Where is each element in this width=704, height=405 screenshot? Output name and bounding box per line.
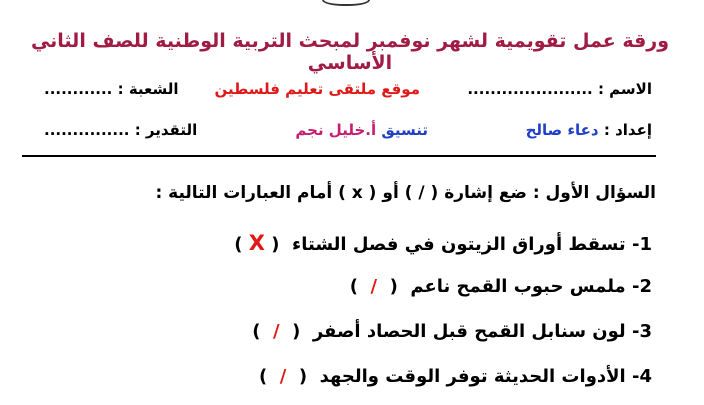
prepared-label: إعداد : <box>603 121 652 139</box>
author-name: دعاء صالح <box>525 121 599 139</box>
question-heading: السؤال الأول : ضع إشارة ( / ) أو ( x ) أمام العبارات التالية : <box>155 183 656 203</box>
divider <box>22 155 656 157</box>
coord-label: تنسيق <box>381 121 428 139</box>
coordination <box>295 121 428 139</box>
site-name: موقع ملتقى تعليم فلسطين <box>214 80 420 98</box>
item-text: الأدوات الحديثة توفر الوقت والجهد <box>319 366 626 387</box>
item-number: 1- <box>631 234 652 255</box>
question-item-3: 3- لون سنابل القمح قبل الحصاد أصفر ( / ) <box>252 321 652 342</box>
grade-field: التقدير : ............... <box>44 121 198 139</box>
section-field: الشعبة : ............ <box>44 80 179 98</box>
question-item-1: 1- تسقط أوراق الزيتون في فصل الشتاء ( X ) <box>234 231 652 255</box>
answer-mark: / <box>370 276 378 297</box>
item-text: ملمس حبوب القمح ناعم <box>410 276 626 297</box>
answer-mark: X <box>248 231 265 255</box>
worksheet-title: ورقة عمل تقويمية لشهر نوفمبر لمبحث التربية الوطنية للصف الثاني الأساسي <box>30 30 670 74</box>
answer-mark: / <box>272 321 280 342</box>
logo-fragment <box>322 0 370 6</box>
name-field: الاسم : ...................... <box>467 80 652 98</box>
item-text: تسقط أوراق الزيتون في فصل الشتاء <box>292 234 626 255</box>
item-text: لون سنابل القمح قبل الحصاد أصفر <box>312 321 626 342</box>
prepared-by <box>526 121 652 139</box>
coordinator-name: أ.خليل نجم <box>295 121 377 139</box>
question-item-2: 2- ملمس حبوب القمح ناعم ( / ) <box>349 276 652 297</box>
item-number: 4- <box>631 366 652 387</box>
item-number: 2- <box>631 276 652 297</box>
question-item-4: 4- الأدوات الحديثة توفر الوقت والجهد ( / ) <box>258 366 652 387</box>
answer-mark: / <box>279 366 287 387</box>
item-number: 3- <box>631 321 652 342</box>
